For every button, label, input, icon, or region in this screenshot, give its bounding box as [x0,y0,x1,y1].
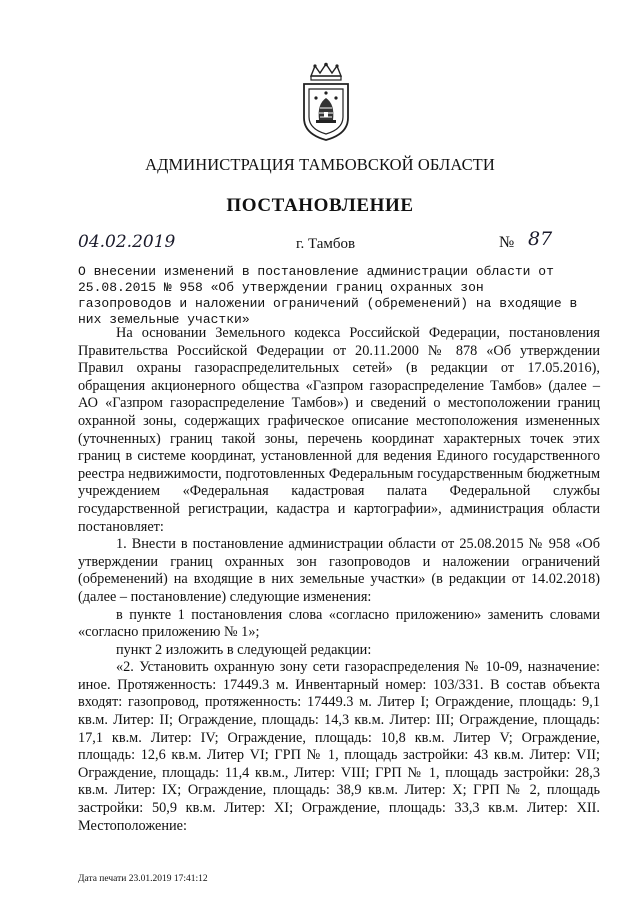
coat-of-arms-emblem [299,62,353,142]
document-body [78,325,600,835]
document-number-label: № [499,234,515,251]
item-1-amendment-a: в пункте 1 постановления слова «согласно приложению» заменить словами «согласно приложению № 1»; [78,606,600,641]
document-number: 87 [528,228,553,250]
organization-name: АДМИНИСТРАЦИЯ ТАМБОВСКОЙ ОБЛАСТИ [145,155,495,174]
item-1-paragraph: 1. Внести в постановление администрации области от 25.08.2015 № 958 «Об утверждении границ охранных зон газопроводов и наложении ограничений (обременений) на входящие в них земельные участки» (в редакции от 14.02.2018) (далее – постановление) следующие изменения: [78,536,600,605]
print-date-footer: Дата печати 23.01.2019 17:41:12 [78,874,208,884]
item-1-amendment-c: «2. Установить охранную зону сети газораспределения № 10-09, назначение: иное. Протяженность: 17449.3 м. Инвентарный номер: 103/331. В состав объекта входят: газопровод, протяженность: 17449.3 м. Литер I; Ограждение, площадь: 9,1 кв.м. Литер: II; Ограждение, площадь: 14,3 кв.м. Литер: III; Ограждение, площадь: 17,1 кв.м. Литер: IV; Ограждение, площадь: 10,8 кв.м. Литер V; Ограждение, площадь: 12,6 кв.м. Литер VI; ГРП № 1, площадь застройки: 43 кв.м. Литер: VII; Ограждение, площадь: 11,4 кв.м., Литер: VIII; ГРП № 1, площадь застройки: 28,3 кв.м. Литер: IX; Ограждение, площадь: 38,9 кв.м. Литер: X; ГРП № 2, площадь застройки: 50,9 кв.м. Литер: XI; Ограждение, площадь: 33,3 кв.м. Литер: XII. Местоположение: [78,659,600,834]
preamble-paragraph: На основании Земельного кодекса Российской Федерации, постановления Правительства Российской Федерации от 20.11.2000 № 878 «Об утверждении Правил охраны газораспределительных сетей» (в редакции от 17.05.2016), обращения акционерного общества «Газпром газораспределение Тамбов» (далее – АО «Газпром газораспределение Тамбов») и сведений о местоположении границ охранной зоны, содержащих графическое описание местоположения измененных (уточненных) границ такой зоны, перечень координат характерных точек этих границ в системе координат, установленной для ведения Единого государственного реестра недвижимости, подготовленных Федеральным государственным бюджетным учреждением «Федеральная кадастровая палата Федеральной службы государственной регистрации, кадастра и картографии», администрация области постановляет: [78,325,600,535]
document-type-title: ПОСТАНОВЛЕНИЕ [226,195,414,216]
document-city: г. Тамбов [296,236,356,252]
document-date: 04.02.2019 [78,232,176,252]
item-1-amendment-b: пункт 2 изложить в следующей редакции: [116,641,372,658]
document-subject: О внесении изменений в постановление администрации области от 25.08.2015 № 958 «Об утверждении границ охранных зон газопроводов и наложении ограничений (обременений) на входящие в них земельные участки» [78,264,578,327]
